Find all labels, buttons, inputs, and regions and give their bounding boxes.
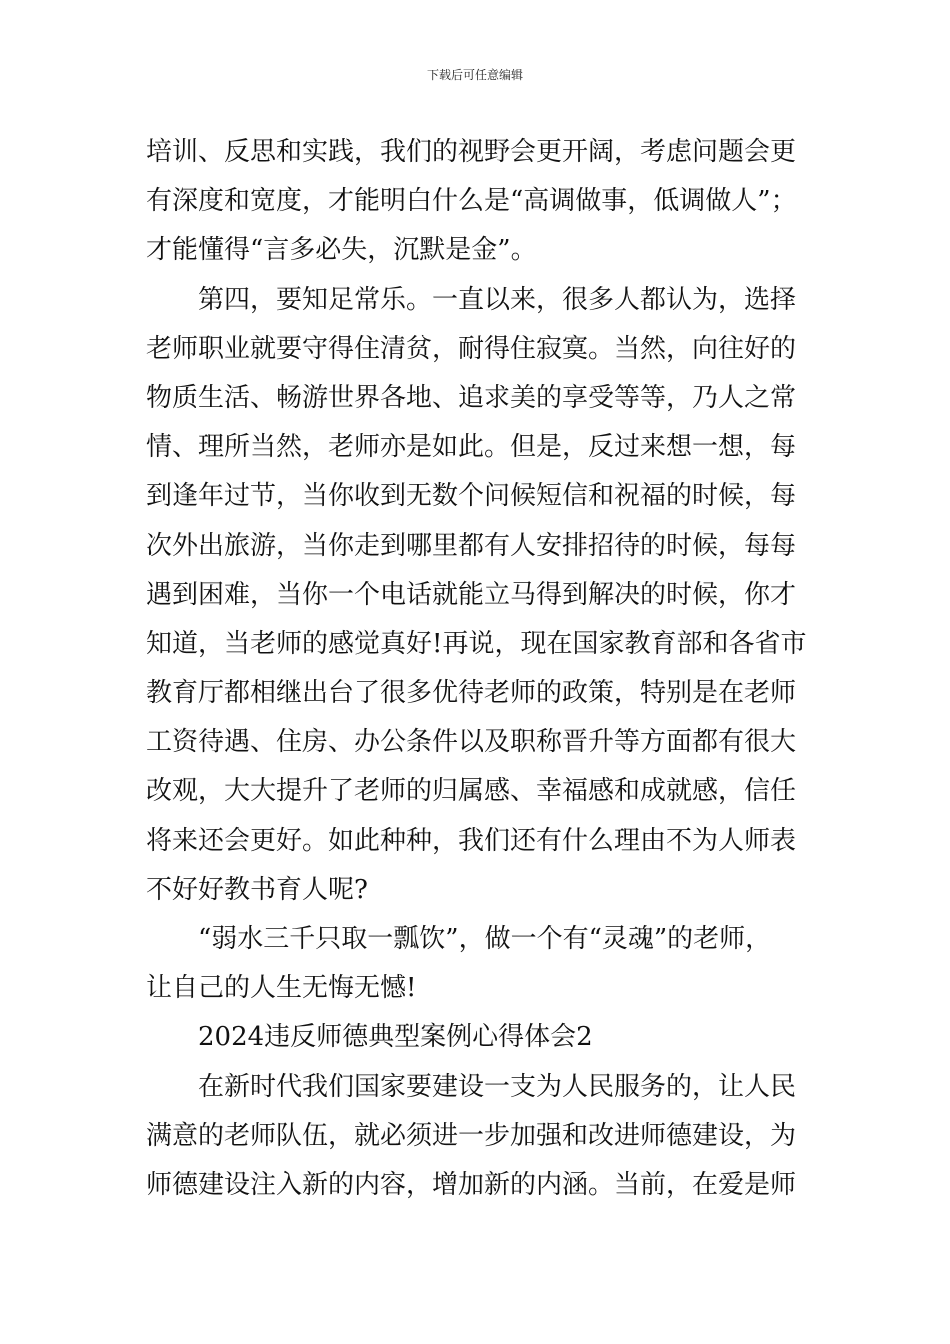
document-body bbox=[146, 128, 836, 1210]
text-line: 遇到困难，当你一个电话就能立马得到解决的时候，你才 bbox=[146, 579, 797, 610]
header-note: 下载后可任意编辑 bbox=[426, 68, 523, 82]
text-line: 到逢年过节，当你收到无数个问候短信和祝福的时候，每 bbox=[146, 481, 797, 512]
text-line: 情、理所当然，老师亦是如此。但是，反过来想一想，每 bbox=[146, 432, 797, 463]
text-line: 师德建设注入新的内容，增加新的内涵。当前，在爱是师 bbox=[146, 1169, 797, 1200]
text-line: 培训、反思和实践，我们的视野会更开阔，考虑问题会更 bbox=[146, 137, 797, 167]
text-line: 将来还会更好。如此种种，我们还有什么理由不为人师表 bbox=[146, 825, 797, 856]
section-heading: 2024违反师德典型案例心得体会2 bbox=[198, 1022, 593, 1053]
text-line: 老师职业就要守得住清贫，耐得住寂寞。当然，向往好的 bbox=[146, 333, 797, 364]
text-line: “弱水三千只取一瓢饮”，做一个有“灵魂”的老师， bbox=[198, 924, 772, 954]
text-line: 物质生活、畅游世界各地、追求美的享受等等，乃人之常 bbox=[146, 382, 797, 413]
text-line: 次外出旅游，当你走到哪里都有人安排招待的时候，每每 bbox=[146, 530, 797, 561]
text-line: 在新时代我们国家要建设一支为人民服务的，让人民 bbox=[198, 1071, 797, 1102]
text-line: 教育厅都相继出台了很多优待老师的政策，特别是在老师 bbox=[146, 678, 797, 709]
text-line: 满意的老师队伍，就必须进一步加强和改进师德建设，为 bbox=[146, 1120, 797, 1151]
text-line: 有深度和宽度，才能明白什么是“高调做事，低调做人”； bbox=[146, 186, 797, 217]
text-line: 不好好教书育人呢? bbox=[146, 874, 368, 905]
text-line: 让自己的人生无悔无憾! bbox=[146, 973, 417, 1004]
text-line: 才能懂得“言多必失，沉默是金”。 bbox=[146, 235, 537, 266]
text-line: 知道，当老师的感觉真好!再说，现在国家教育部和各省市 bbox=[146, 628, 807, 659]
text-line: 工资待遇、住房、办公条件以及职称晋升等方面都有很大 bbox=[146, 727, 797, 758]
text-line: 第四，要知足常乐。一直以来，很多人都认为，选择 bbox=[198, 284, 797, 315]
text-line: 改观，大大提升了老师的归属感、幸福感和成就感，信任 bbox=[146, 776, 797, 807]
